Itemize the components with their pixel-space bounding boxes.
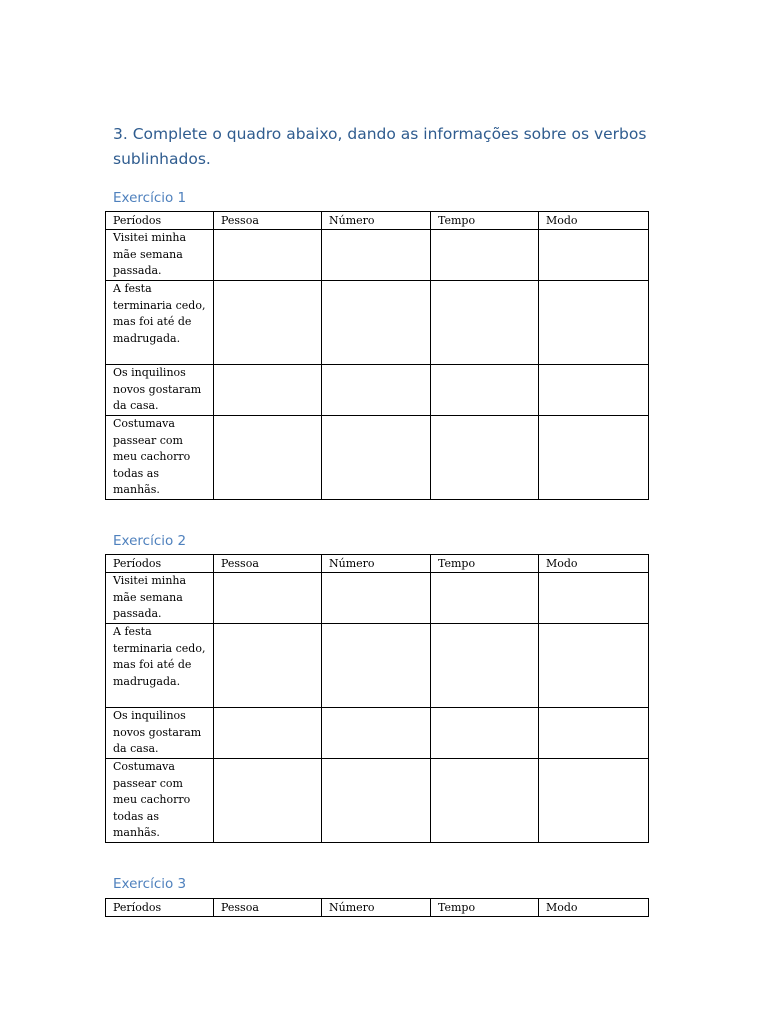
numero-answer-cell[interactable] [322, 624, 431, 708]
pessoa-answer-cell[interactable] [214, 624, 322, 708]
numero-answer-cell[interactable] [322, 230, 431, 281]
exercise-2-title: Exercício 2 [113, 533, 187, 549]
numero-answer-cell[interactable] [322, 416, 431, 500]
numero-answer-cell[interactable] [322, 708, 431, 759]
tempo-answer-cell[interactable] [431, 624, 539, 708]
tempo-answer-cell[interactable] [431, 281, 539, 365]
column-header-numero: Número [322, 899, 431, 917]
numero-answer-cell[interactable] [322, 573, 431, 624]
tempo-answer-cell[interactable] [431, 365, 539, 416]
period-cell: A festa terminaria cedo, mas foi até de madrugada. [106, 281, 214, 365]
column-header-modo: Modo [539, 555, 649, 573]
modo-answer-cell[interactable] [539, 230, 649, 281]
pessoa-answer-cell[interactable] [214, 281, 322, 365]
pessoa-answer-cell[interactable] [214, 759, 322, 843]
table-row [106, 281, 649, 365]
tempo-answer-cell[interactable] [431, 230, 539, 281]
table-header-row [106, 899, 649, 917]
numero-answer-cell[interactable] [322, 281, 431, 365]
table-row [106, 230, 649, 281]
table-row [106, 416, 649, 500]
exercise-2-table [105, 554, 649, 843]
table-header-row [106, 212, 649, 230]
column-header-numero: Número [322, 212, 431, 230]
pessoa-answer-cell[interactable] [214, 365, 322, 416]
table-row [106, 365, 649, 416]
exercise-1-table [105, 211, 649, 500]
period-cell: Os inquilinos novos gostaram da casa. [106, 365, 214, 416]
table-row [106, 573, 649, 624]
period-cell: Visitei minha mãe semana passada. [106, 573, 214, 624]
modo-answer-cell[interactable] [539, 573, 649, 624]
period-cell: Visitei minha mãe semana passada. [106, 230, 214, 281]
numero-answer-cell[interactable] [322, 759, 431, 843]
column-header-periodos: Períodos [106, 212, 214, 230]
tempo-answer-cell[interactable] [431, 759, 539, 843]
tempo-answer-cell[interactable] [431, 416, 539, 500]
column-header-periodos: Períodos [106, 555, 214, 573]
pessoa-answer-cell[interactable] [214, 573, 322, 624]
pessoa-answer-cell[interactable] [214, 230, 322, 281]
pessoa-answer-cell[interactable] [214, 708, 322, 759]
column-header-pessoa: Pessoa [214, 555, 322, 573]
modo-answer-cell[interactable] [539, 759, 649, 843]
period-cell: Os inquilinos novos gostaram da casa. [106, 708, 214, 759]
pessoa-answer-cell[interactable] [214, 416, 322, 500]
table-row [106, 624, 649, 708]
modo-answer-cell[interactable] [539, 281, 649, 365]
column-header-numero: Número [322, 555, 431, 573]
tempo-answer-cell[interactable] [431, 573, 539, 624]
column-header-pessoa: Pessoa [214, 899, 322, 917]
table-header-row [106, 555, 649, 573]
column-header-modo: Modo [539, 899, 649, 917]
modo-answer-cell[interactable] [539, 416, 649, 500]
modo-answer-cell[interactable] [539, 624, 649, 708]
column-header-modo: Modo [539, 212, 649, 230]
modo-answer-cell[interactable] [539, 365, 649, 416]
tempo-answer-cell[interactable] [431, 708, 539, 759]
modo-answer-cell[interactable] [539, 708, 649, 759]
column-header-pessoa: Pessoa [214, 212, 322, 230]
column-header-periodos: Períodos [106, 899, 214, 917]
exercise-3-table [105, 898, 649, 917]
table-row [106, 708, 649, 759]
exercise-1-title: Exercício 1 [113, 190, 187, 206]
column-header-tempo: Tempo [431, 899, 539, 917]
exercise-instruction-heading: 3. Complete o quadro abaixo, dando as informações sobre os verbos sublinhados. [113, 125, 647, 168]
table-row [106, 759, 649, 843]
period-cell: Costumava passear com meu cachorro todas as manhãs. [106, 759, 214, 843]
numero-answer-cell[interactable] [322, 365, 431, 416]
period-cell: Costumava passear com meu cachorro todas as manhãs. [106, 416, 214, 500]
column-header-tempo: Tempo [431, 212, 539, 230]
period-cell: A festa terminaria cedo, mas foi até de madrugada. [106, 624, 214, 708]
exercise-3-title: Exercício 3 [113, 876, 187, 892]
column-header-tempo: Tempo [431, 555, 539, 573]
